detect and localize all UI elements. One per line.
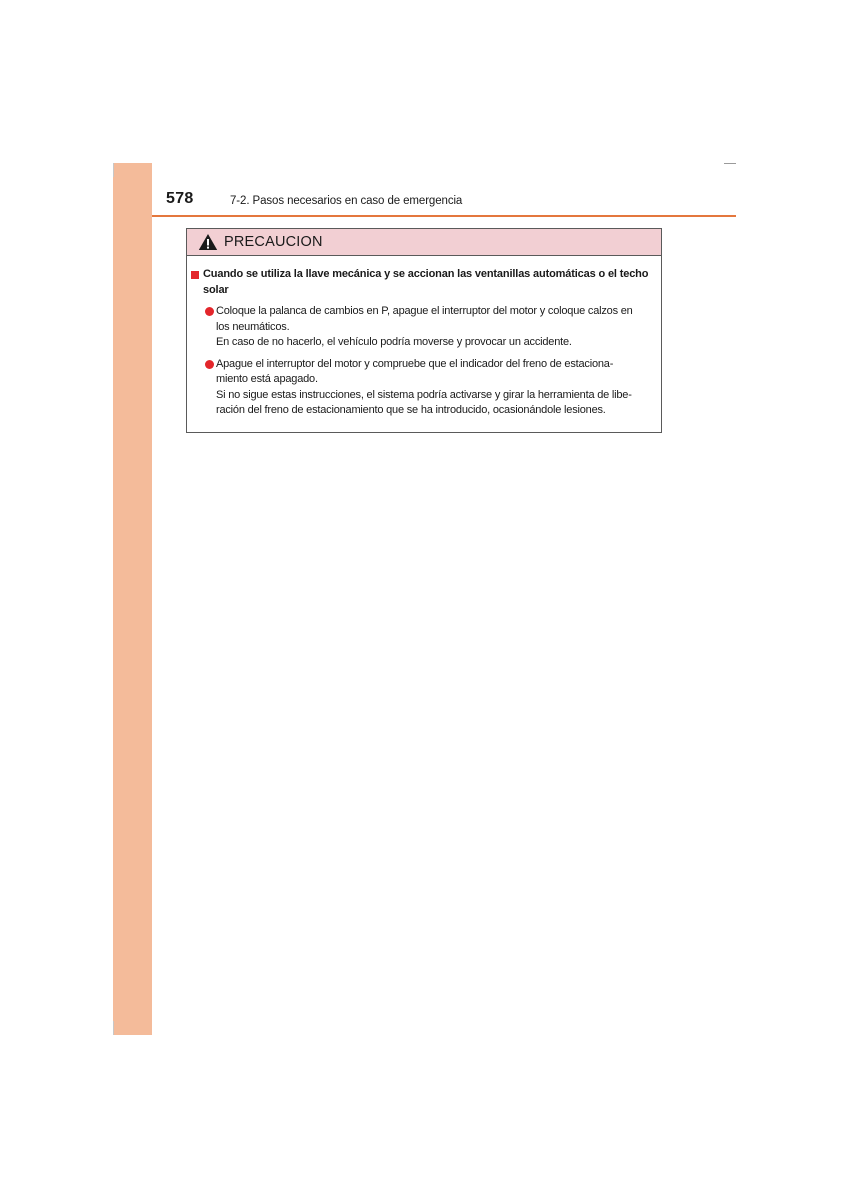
chapter-side-tab (113, 163, 152, 1035)
topic-heading (203, 267, 648, 298)
caution-title: PRECAUCION (224, 234, 323, 250)
bullet-line: Apague el interruptor del motor y compruebe que el indicador del freno de estaciona- (216, 357, 614, 370)
crop-mark-right (724, 163, 736, 164)
bullet-text (216, 357, 632, 419)
crop-mark-top (113, 163, 114, 177)
bullet-text (216, 304, 633, 351)
bullet-line: Coloque la palanca de cambios en P, apague el interruptor del motor y coloque calzos en (216, 305, 633, 317)
caution-topic (191, 267, 653, 298)
caution-bullet-list (191, 304, 653, 419)
red-dot-bullet-icon (205, 307, 214, 316)
crop-mark-bottom (113, 1021, 114, 1035)
red-square-bullet-icon (191, 271, 199, 279)
topic-line: Cuando se utiliza la llave mecánica y se accionan las ventanillas automáticas o el techo (203, 268, 649, 280)
bullet-line: En caso de no hacerlo, el vehículo podría moverse y provocar un accidente. (216, 336, 572, 348)
section-title: 7-2. Pasos necesarios en caso de emergencia (230, 195, 463, 207)
bullet-line: ración del freno de estacionamiento que se ha introducido, ocasionándole lesiones. (216, 404, 606, 416)
caution-box (186, 228, 662, 433)
bullet-line: los neumáticos. (216, 320, 290, 333)
header-rule (152, 215, 736, 217)
list-item (205, 357, 653, 419)
bullet-line: Si no sigue estas instrucciones, el sistema podría activarse y girar la herramienta de libe- (216, 388, 632, 401)
red-dot-bullet-icon (205, 360, 214, 369)
page-number: 578 (166, 190, 194, 207)
warning-triangle-icon (198, 233, 218, 251)
list-item (205, 304, 653, 351)
caution-body (187, 256, 661, 419)
caution-header (187, 229, 661, 256)
topic-line: solar (203, 283, 229, 296)
bullet-line: miento está apagado. (216, 373, 318, 385)
